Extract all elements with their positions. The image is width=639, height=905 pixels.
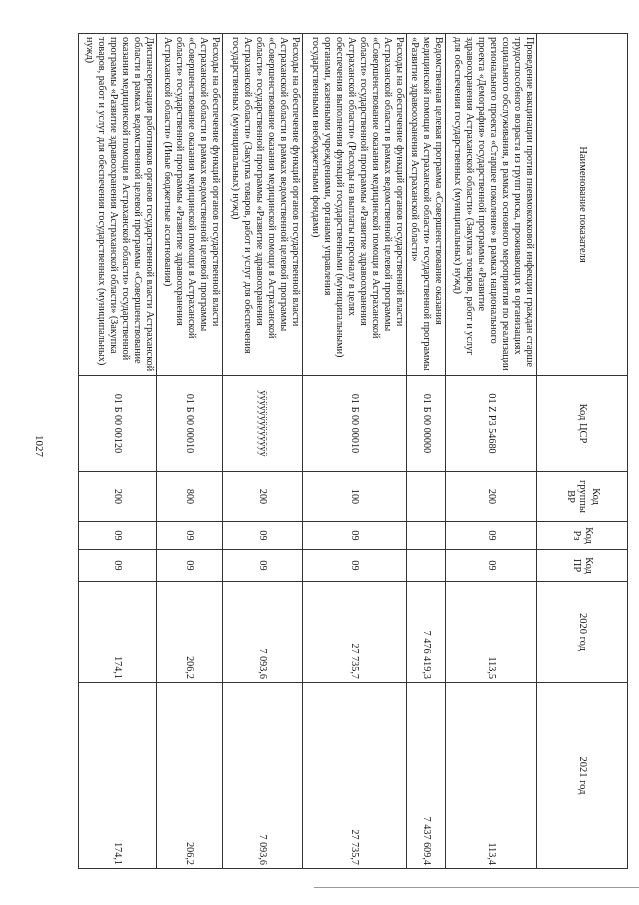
row-rz: 09 [222,522,302,550]
budget-table [78,33,628,869]
row-pr: 09 [78,550,156,582]
page-number: 1027 [33,435,45,457]
bottom-divider [314,887,639,888]
row-name: Расходы на обеспечение функций органов государственной власти Астраханской области в рамках ведомственной целевой программы «Совершенствование оказания медицинской помощи в Астраханской области» государственной программы «Развитие здравоохранения Астраханской области» (Расходы на выплаты персоналу в целях обеспечения выполнения функций государственными (муниципальными) органами, казенными учреждениями, органами управления государственными внебюджетными фондами) [302,34,406,376]
row-2020: 27 735,7 [302,582,406,683]
row-pr: 09 [302,550,406,582]
row-pr: 09 [446,550,537,582]
row-2020: 7 093,6 [222,582,302,683]
table-row [446,34,537,869]
row-name: Проведение вакцинации против пневмококковой инфекции граждан старше трудоспособного возраста из групп риска, проживающих в организациях социального обслуживания, в рамках основного мероприятия по реализации регионального проекта «Старшее поколение» в рамках национального проекта «Демография» государственной программы «Развитие здравоохранения Астраханской области» (Закупка товаров, работ и услуг для обеспечения государственных (муниципальных) нужд) [446,34,537,376]
row-rz: 09 [302,522,406,550]
row-pr [406,550,445,582]
table-header-row [537,34,628,869]
header-2021: 2021 год [537,683,628,869]
row-2020: 206,2 [156,582,222,683]
row-csr: 01 Б 00 00010 [156,376,222,472]
header-2020: 2020 год [537,582,628,683]
header-rz: Код Рз [537,522,628,550]
row-pr: 09 [222,550,302,582]
table-row [222,34,302,869]
row-csr: 01 Z P3 54680 [446,376,537,472]
budget-table-container [83,33,628,868]
table-row [302,34,406,869]
row-csr: 01 Б 00 00120 [78,376,156,472]
row-2021: 113,4 [446,683,537,869]
header-vr: Код группы ВР [537,472,628,522]
row-vr: 200 [78,472,156,522]
row-2021: 174,1 [78,683,156,869]
row-2021: 7 093,6 [222,683,302,869]
rotated-table-frame [83,33,628,868]
row-pr: 09 [156,550,222,582]
row-name: Расходы на обеспечение функций органов государственной власти Астраханской области в рамках ведомственной целевой программы «Совершенствование оказания медицинской помощи в Астраханской области» государственной программы «Развитие здравоохранения Астраханской области» (Иные бюджетные ассигнования) [156,34,222,376]
table-row [78,34,156,869]
row-rz: 09 [156,522,222,550]
header-csr: Код ЦСР [537,376,628,472]
table-row [406,34,445,869]
row-name: Диспансеризация работников органов государственной власти Астраханской области в рамках ведомственной целевой программы «Совершенствование оказания медицинской помощи в Астраханской области» государственной программы «Развитие здравоохранения Астраханской области» (Закупка товаров, работ и услуг для обеспечения государственных (муниципальных) нужд) [78,34,156,376]
row-rz [406,522,445,550]
row-vr [406,472,445,522]
row-csr: 01 Б 00 00010 [302,376,406,472]
row-vr: 200 [222,472,302,522]
header-pr: Код ПР [537,550,628,582]
row-name: Ведомственная целевая программа «Совершенствование оказания медицинской помощи в Астраханской области» государственной программы «Развитие здравоохранения Астраханской области» [406,34,445,376]
row-2021: 206,2 [156,683,222,869]
row-2020: 174,1 [78,582,156,683]
row-2021: 27 735,7 [302,683,406,869]
row-rz: 09 [78,522,156,550]
header-name: Наименование показателя [537,34,628,376]
row-2020: 113,5 [446,582,537,683]
row-name: Расходы на обеспечение функций органов государственной власти Астраханской области в рамках ведомственной целевой программы «Совершенствование оказания медицинской помощи в Астраханской области» государственной программы «Развитие здравоохранения Астраханской области» (Закупка товаров, работ и услуг для обеспечения государственных (муниципальных) нужд) [222,34,302,376]
table-row [156,34,222,869]
row-vr: 100 [302,472,406,522]
row-2021: 7 437 609,4 [406,683,445,869]
row-csr: ÿÿÿÿÿÿÿÿÿÿÿÿÿ [222,376,302,472]
row-vr: 200 [446,472,537,522]
row-2020: 7 476 419,3 [406,582,445,683]
row-csr: 01 Б 00 00000 [406,376,445,472]
row-rz: 09 [446,522,537,550]
row-vr: 800 [156,472,222,522]
